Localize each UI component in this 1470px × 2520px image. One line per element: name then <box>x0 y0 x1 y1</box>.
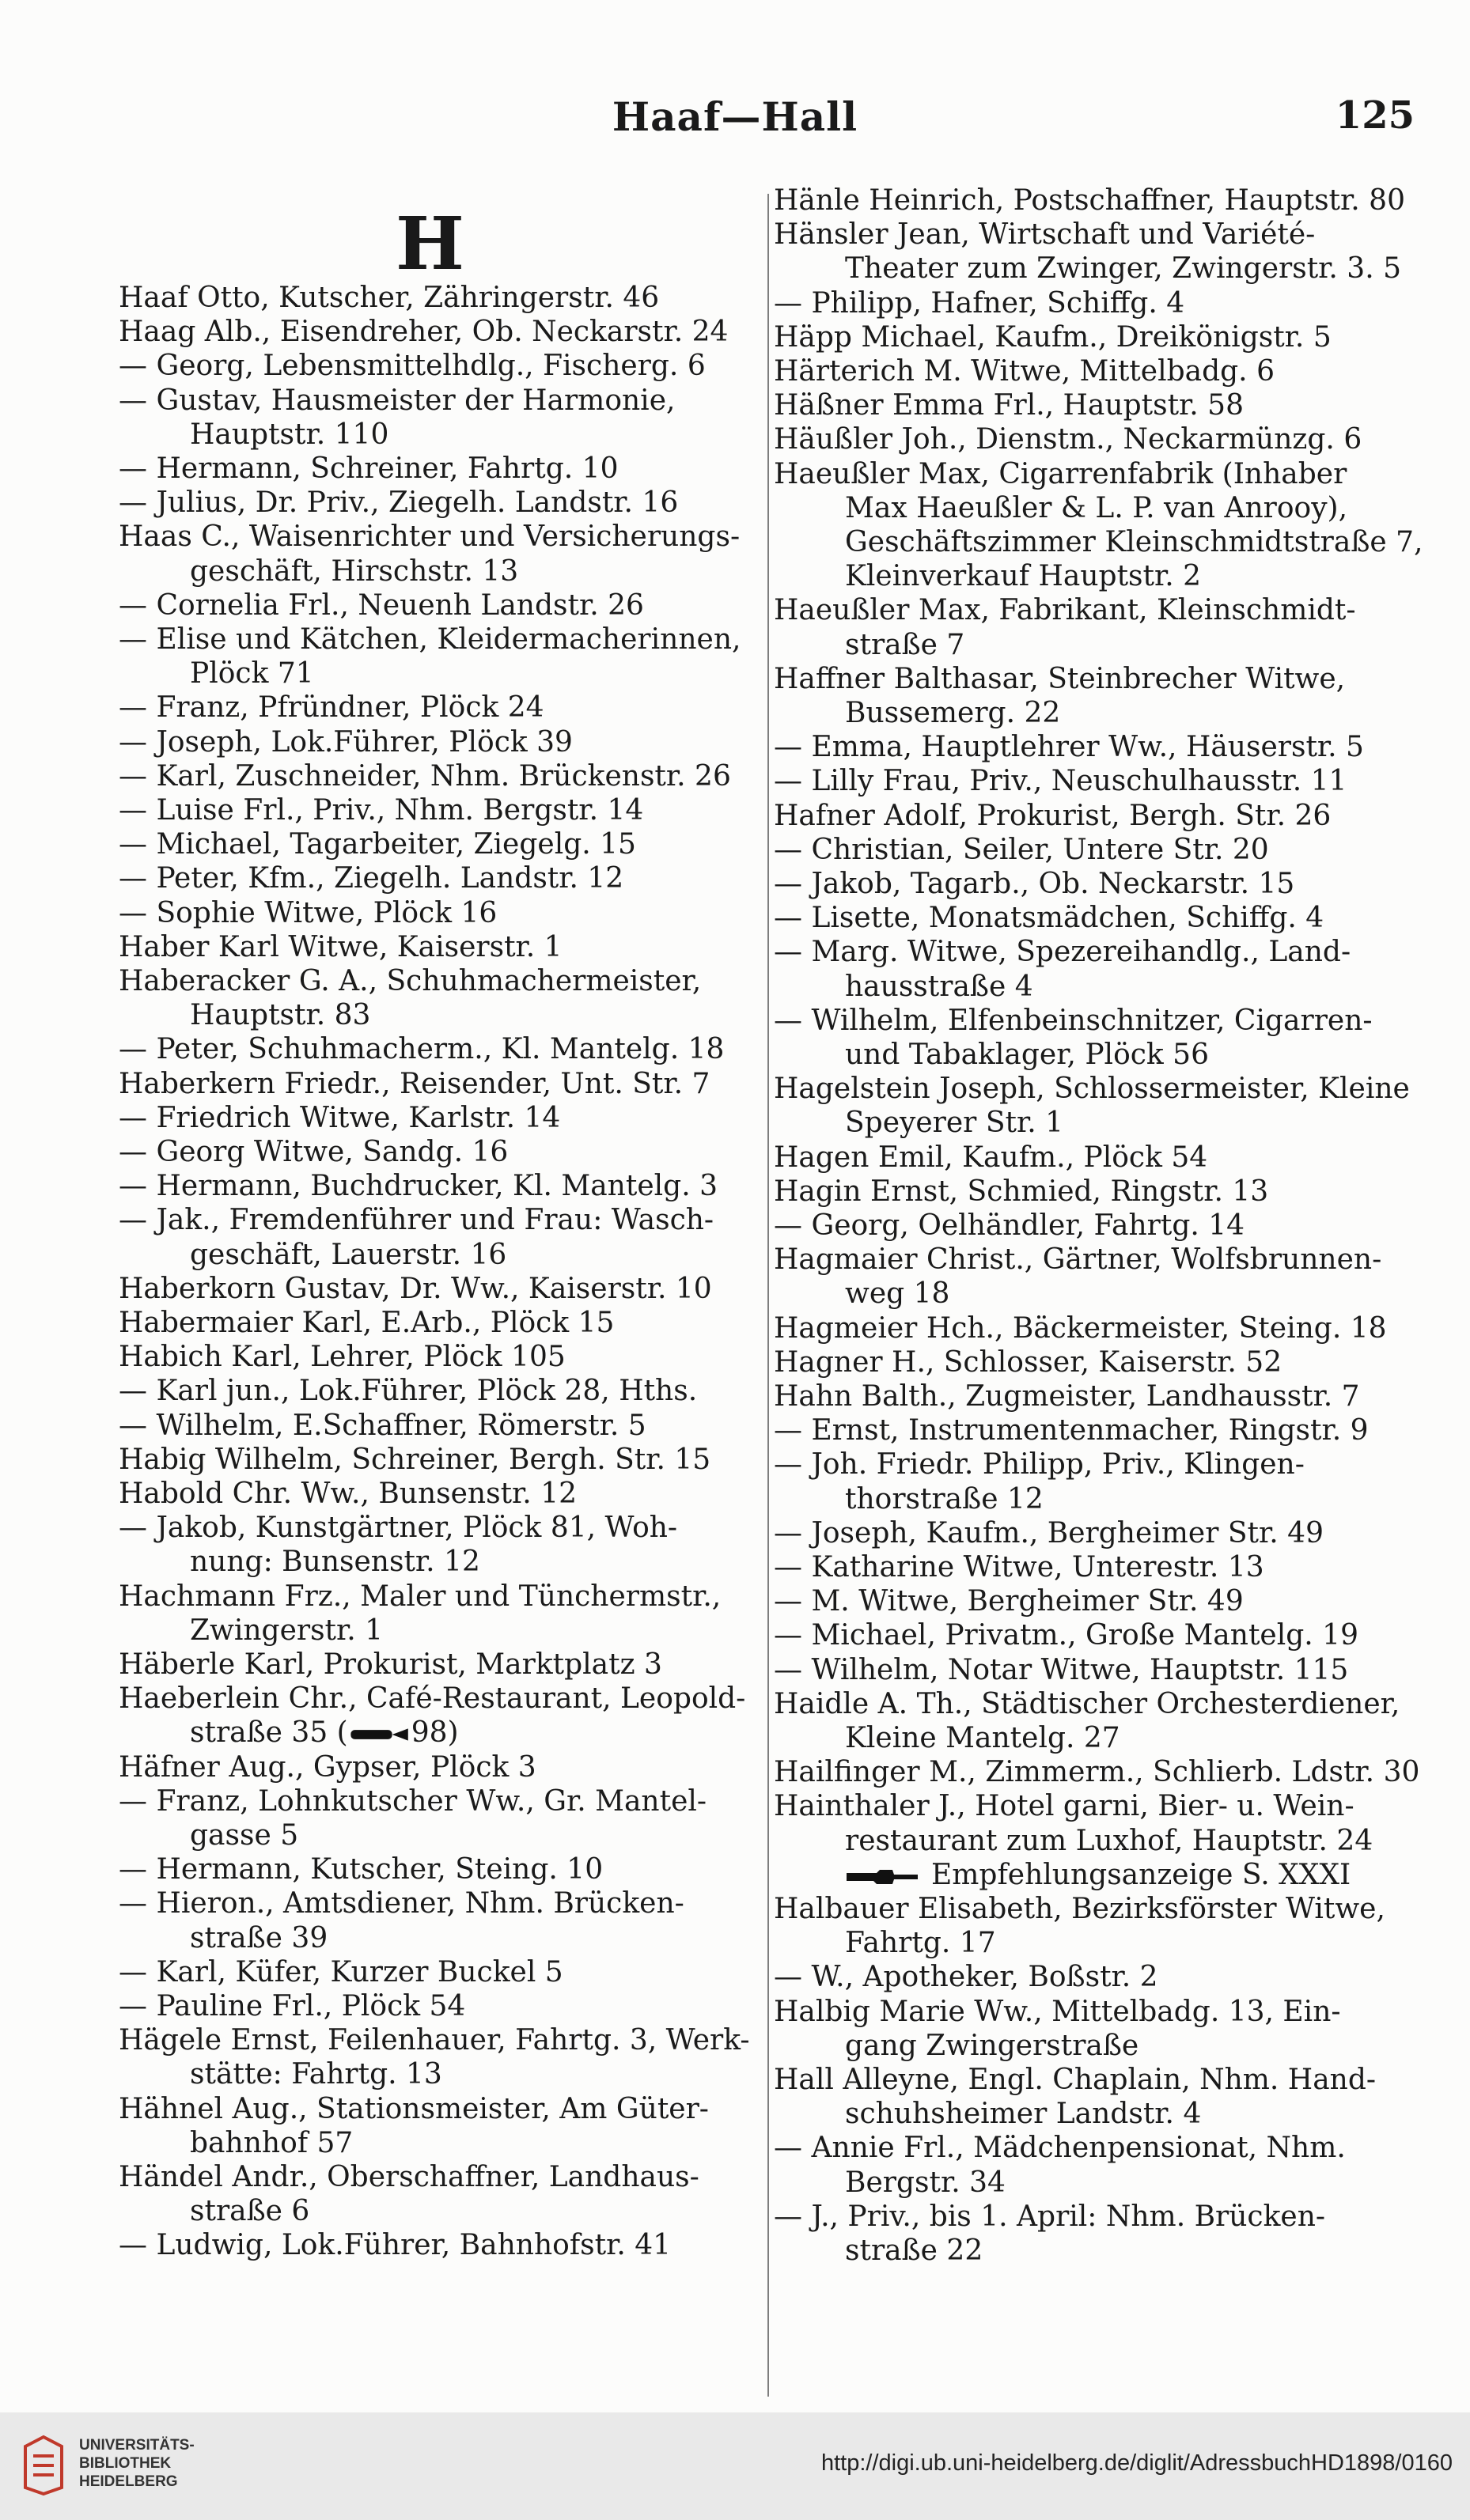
directory-entry-line: Hänle Heinrich, Postschaffner, Hauptstr. 80 <box>774 184 1405 217</box>
entry-text: straße 35 ( <box>190 1716 348 1750</box>
directory-entry-line: — Cornelia Frl., Neuenh Landstr. 26 <box>119 588 644 622</box>
directory-entry-line: Häpp Michael, Kaufm., Dreikönigstr. 5 <box>774 320 1332 354</box>
directory-entry-line: Habold Chr. Ww., Bunsenstr. 12 <box>119 1478 578 1510</box>
directory-entry-line: straße 7 <box>845 628 965 661</box>
directory-entry-line: Hagmaier Christ., Gärtner, Wolfsbrunnen- <box>774 1243 1382 1277</box>
directory-entry-line: — Sophie Witwe, Plöck 16 <box>119 896 498 929</box>
directory-entry-line: hausstraße 4 <box>845 970 1033 1003</box>
directory-entry-line: — Lisette, Monatsmädchen, Schiffg. 4 <box>774 902 1324 935</box>
directory-entry-line: — Christian, Seiler, Untere Str. 20 <box>774 833 1269 866</box>
directory-entry-line: Hauptstr. 110 <box>190 418 389 451</box>
directory-entry-line: — Hermann, Kutscher, Steing. 10 <box>119 1853 604 1886</box>
directory-entry-line: — Karl jun., Lok.Führer, Plöck 28, Hths. <box>119 1375 698 1408</box>
directory-entry-line: Hauptstr. 83 <box>190 999 371 1032</box>
directory-entry-line: — Luise Frl., Priv., Nhm. Bergstr. 14 <box>119 794 644 827</box>
directory-entry-line: Haberkorn Gustav, Dr. Ww., Kaiserstr. 10 <box>119 1272 712 1305</box>
directory-entry-line: Hagen Emil, Kaufm., Plöck 54 <box>774 1141 1208 1174</box>
directory-entry-line: weg 18 <box>845 1277 950 1311</box>
directory-entry-line: — Wilhelm, E.Schaffner, Römerstr. 5 <box>119 1409 646 1442</box>
directory-entry-line: — Elise und Kätchen, Kleidermacherinnen, <box>119 623 741 656</box>
directory-entry-line: Hagmeier Hch., Bäckermeister, Steing. 18 <box>774 1311 1387 1345</box>
pointing-hand-icon <box>845 1867 920 1887</box>
directory-entry-line: Hänsler Jean, Wirtschaft und Variété- <box>774 218 1316 252</box>
directory-entry-line: Häßner Emma Frl., Hauptstr. 58 <box>774 389 1244 422</box>
directory-entry-line: Hagelstein Joseph, Schlossermeister, Kleine <box>774 1073 1410 1106</box>
directory-entry-line: Hägele Ernst, Feilenhauer, Fahrtg. 3, Werk- <box>119 2024 750 2057</box>
source-url-link[interactable]: http://digi.ub.uni-heidelberg.de/diglit/AdressbuchHD1898/0160 <box>820 2450 1453 2476</box>
directory-entry-line: — J., Priv., bis 1. April: Nhm. Brücken- <box>774 2200 1326 2233</box>
directory-entry-line: Haas C., Waisenrichter und Versicherungs- <box>119 520 741 554</box>
directory-entry-line: — Jakob, Kunstgärtner, Plöck 81, Woh- <box>119 1512 678 1545</box>
directory-entry-line: — Marg. Witwe, Spezereihandlg., Land- <box>774 936 1351 969</box>
directory-entry-line: stätte: Fahrtg. 13 <box>190 2058 442 2091</box>
library-logo-icon <box>16 2432 71 2497</box>
directory-entry-line <box>119 1716 459 1750</box>
directory-entry-line: straße 39 <box>190 1921 328 1954</box>
directory-entry-line: — Gustav, Hausmeister der Harmonie, <box>119 384 676 417</box>
directory-entry-line: straße 6 <box>190 2195 310 2228</box>
directory-entry-line: straße 22 <box>845 2234 983 2267</box>
directory-entry-line: — Georg Witwe, Sandg. 16 <box>119 1136 509 1168</box>
page-number: 125 <box>1335 93 1415 138</box>
directory-entry-line: Kleinverkauf Hauptstr. 2 <box>845 560 1202 593</box>
directory-entry-line: und Tabaklager, Plöck 56 <box>845 1039 1209 1071</box>
directory-entry-line: Habig Wilhelm, Schreiner, Bergh. Str. 15 <box>119 1443 711 1476</box>
directory-entry-line: — Ernst, Instrumentenmacher, Ringstr. 9 <box>774 1414 1369 1447</box>
directory-entry-line: geschäft, Lauerstr. 16 <box>190 1238 507 1271</box>
directory-entry-line: Haeußler Max, Fabrikant, Kleinschmidt- <box>774 594 1356 627</box>
directory-entry-line: Haeußler Max, Cigarrenfabrik (Inhaber <box>774 457 1347 490</box>
directory-entry-line: Hafner Adolf, Prokurist, Bergh. Str. 26 <box>774 799 1332 832</box>
directory-entry-line: schuhsheimer Landstr. 4 <box>845 2098 1202 2131</box>
directory-entry-line: Haaf Otto, Kutscher, Zähringerstr. 46 <box>119 282 660 314</box>
directory-entry-line: Bussemerg. 22 <box>845 697 1061 729</box>
directory-entry-line: Hagner H., Schlosser, Kaiserstr. 52 <box>774 1345 1282 1379</box>
directory-entry-line: — Friedrich Witwe, Karlstr. 14 <box>119 1101 561 1134</box>
directory-entry-line: Halbauer Elisabeth, Bezirksförster Witwe, <box>774 1893 1385 1925</box>
directory-entry-line: Geschäftszimmer Kleinschmidtstraße 7, <box>845 526 1423 558</box>
directory-entry-line: Haeberlein Chr., Café-Restaurant, Leopold- <box>119 1682 746 1716</box>
page-header-title: Haaf—Hall <box>612 93 858 140</box>
directory-entry-line: nung: Bunsenstr. 12 <box>190 1546 480 1579</box>
directory-entry-line: Speyerer Str. 1 <box>845 1107 1063 1140</box>
directory-entry-line: Max Haeußler & L. P. van Anrooy), <box>845 491 1348 524</box>
directory-entry-line: Bergstr. 34 <box>845 2166 1006 2199</box>
directory-entry-line: — Michael, Tagarbeiter, Ziegelg. 15 <box>119 828 636 861</box>
directory-entry-line: — Emma, Hauptlehrer Ww., Häuserstr. 5 <box>774 731 1364 764</box>
directory-entry-line: — Peter, Schuhmacherm., Kl. Mantelg. 18 <box>119 1033 725 1066</box>
directory-entry-line: Hagin Ernst, Schmied, Ringstr. 13 <box>774 1175 1269 1208</box>
directory-entry-line: Halbig Marie Ww., Mittelbadg. 13, Ein- <box>774 1995 1341 2028</box>
directory-entry-line: Haag Alb., Eisendreher, Ob. Neckarstr. 24 <box>119 316 729 349</box>
directory-entry-line: — Georg, Oelhändler, Fahrtg. 14 <box>774 1209 1245 1242</box>
directory-entry-line: — W., Apotheker, Boßstr. 2 <box>774 1961 1158 1994</box>
directory-entry-line: Fahrtg. 17 <box>845 1927 996 1960</box>
directory-entry-line: Haberacker G. A., Schuhmachermeister, <box>119 965 702 997</box>
directory-entry-line: — Annie Frl., Mädchenpensionat, Nhm. <box>774 2132 1346 2165</box>
directory-entry-line: Häußler Joh., Dienstm., Neckarmünzg. 6 <box>774 423 1362 456</box>
directory-entry-line: — Michael, Privatm., Große Mantelg. 19 <box>774 1619 1358 1652</box>
directory-entry-line: — Franz, Lohnkutscher Ww., Gr. Mantel- <box>119 1784 707 1818</box>
directory-entry-line: Plöck 71 <box>190 657 314 691</box>
directory-entry-line: Zwingerstr. 1 <box>190 1614 384 1647</box>
directory-entry-line: — Joh. Friedr. Philipp, Priv., Klingen- <box>774 1448 1305 1481</box>
directory-entry-line: Haidle A. Th., Städtischer Orchesterdiener, <box>774 1687 1400 1720</box>
directory-entry-line: — Joseph, Lok.Führer, Plöck 39 <box>119 725 573 759</box>
directory-entry-line: Theater zum Zwinger, Zwingerstr. 3. 5 <box>845 252 1402 286</box>
directory-entry-line: bahnhof 57 <box>190 2126 354 2159</box>
directory-entry-line: — Pauline Frl., Plöck 54 <box>119 1990 466 2022</box>
directory-entry-line: Haber Karl Witwe, Kaiserstr. 1 <box>119 930 563 963</box>
directory-entry-line: — Hieron., Amtsdiener, Nhm. Brücken- <box>119 1887 684 1920</box>
directory-entry-line: — Franz, Pfründner, Plöck 24 <box>119 691 544 725</box>
directory-entry-line: Hainthaler J., Hotel garni, Bier- u. Wein- <box>774 1790 1354 1823</box>
directory-entry-line: — Hermann, Buchdrucker, Kl. Mantelg. 3 <box>119 1170 718 1203</box>
directory-entry-line: — Karl, Küfer, Kurzer Buckel 5 <box>119 1955 563 1988</box>
directory-entry-line: — Hermann, Schreiner, Fahrtg. 10 <box>119 452 619 485</box>
directory-entry-line: Kleine Mantelg. 27 <box>845 1722 1120 1754</box>
directory-entry-line: Häberle Karl, Prokurist, Marktplatz 3 <box>119 1648 662 1681</box>
directory-entry-line: Hall Alleyne, Engl. Chaplain, Nhm. Hand- <box>774 2064 1377 2096</box>
directory-entry-line: Hachmann Frz., Maler und Tünchermstr., <box>119 1580 722 1613</box>
section-letter: H <box>396 201 464 286</box>
directory-entry-line: — Jakob, Tagarb., Ob. Neckarstr. 15 <box>774 868 1295 900</box>
telephone-number: 98) <box>411 1716 459 1750</box>
directory-entry-line: — Joseph, Kaufm., Bergheimer Str. 49 <box>774 1516 1324 1549</box>
directory-entry-line: Häfner Aug., Gypser, Plöck 3 <box>119 1750 536 1784</box>
directory-entry-line: — M. Witwe, Bergheimer Str. 49 <box>774 1585 1244 1618</box>
directory-entry-line: Habermaier Karl, E.Arb., Plöck 15 <box>119 1307 615 1339</box>
directory-entry-line: — Georg, Lebensmittelhdlg., Fischerg. 6 <box>119 350 706 383</box>
directory-entry-line: Habich Karl, Lehrer, Plöck 105 <box>119 1341 566 1374</box>
directory-entry-line: — Philipp, Hafner, Schiffg. 4 <box>774 286 1185 320</box>
directory-entry-line: — Julius, Dr. Priv., Ziegelh. Landstr. 16 <box>119 486 679 520</box>
directory-entry-line: restaurant zum Luxhof, Hauptstr. 24 <box>845 1824 1373 1857</box>
directory-entry-line: — Katharine Witwe, Unterestr. 13 <box>774 1551 1264 1584</box>
directory-entry-line: — Ludwig, Lok.Führer, Bahnhofstr. 41 <box>119 2229 672 2262</box>
directory-entry-line: gang Zwingerstraße <box>845 2029 1139 2062</box>
directory-entry-line: — Wilhelm, Elfenbeinschnitzer, Cigarren- <box>774 1004 1373 1037</box>
directory-entry-line: Härterich M. Witwe, Mittelbadg. 6 <box>774 355 1275 388</box>
telephone-icon <box>348 1724 411 1745</box>
directory-entry-line: — Jak., Fremdenführer und Frau: Wasch- <box>119 1204 714 1237</box>
directory-entry-line: Haffner Balthasar, Steinbrecher Witwe, <box>774 662 1346 695</box>
directory-entry-line: — Lilly Frau, Priv., Neuschulhausstr. 11 <box>774 765 1347 798</box>
directory-entry-line: — Wilhelm, Notar Witwe, Hauptstr. 115 <box>774 1653 1349 1686</box>
directory-entry-line: Haberkern Friedr., Reisender, Unt. Str. 7 <box>119 1067 710 1100</box>
directory-entry-line: Hailfinger M., Zimmerm., Schlierb. Ldstr. 30 <box>774 1756 1420 1789</box>
directory-entry-line <box>774 1858 1351 1892</box>
directory-entry-line: gasse 5 <box>190 1819 299 1852</box>
directory-entry-line: Händel Andr., Oberschaffner, Landhaus- <box>119 2161 699 2193</box>
directory-entry-line: geschäft, Hirschstr. 13 <box>190 554 519 588</box>
column-divider <box>767 194 769 2397</box>
entry-text: Empfehlungsanzeige S. XXXI <box>931 1858 1351 1891</box>
directory-entry-line: thorstraße 12 <box>845 1482 1044 1515</box>
directory-entry-line: Hahn Balth., Zugmeister, Landhausstr. 7 <box>774 1380 1360 1413</box>
library-name: UNIVERSITÄTS- BIBLIOTHEK HEIDELBERG <box>79 2437 195 2490</box>
directory-entry-line: — Peter, Kfm., Ziegelh. Landstr. 12 <box>119 862 624 895</box>
directory-entry-line: — Karl, Zuschneider, Nhm. Brückenstr. 26 <box>119 759 731 793</box>
directory-entry-line: Hähnel Aug., Stationsmeister, Am Güter- <box>119 2092 709 2125</box>
